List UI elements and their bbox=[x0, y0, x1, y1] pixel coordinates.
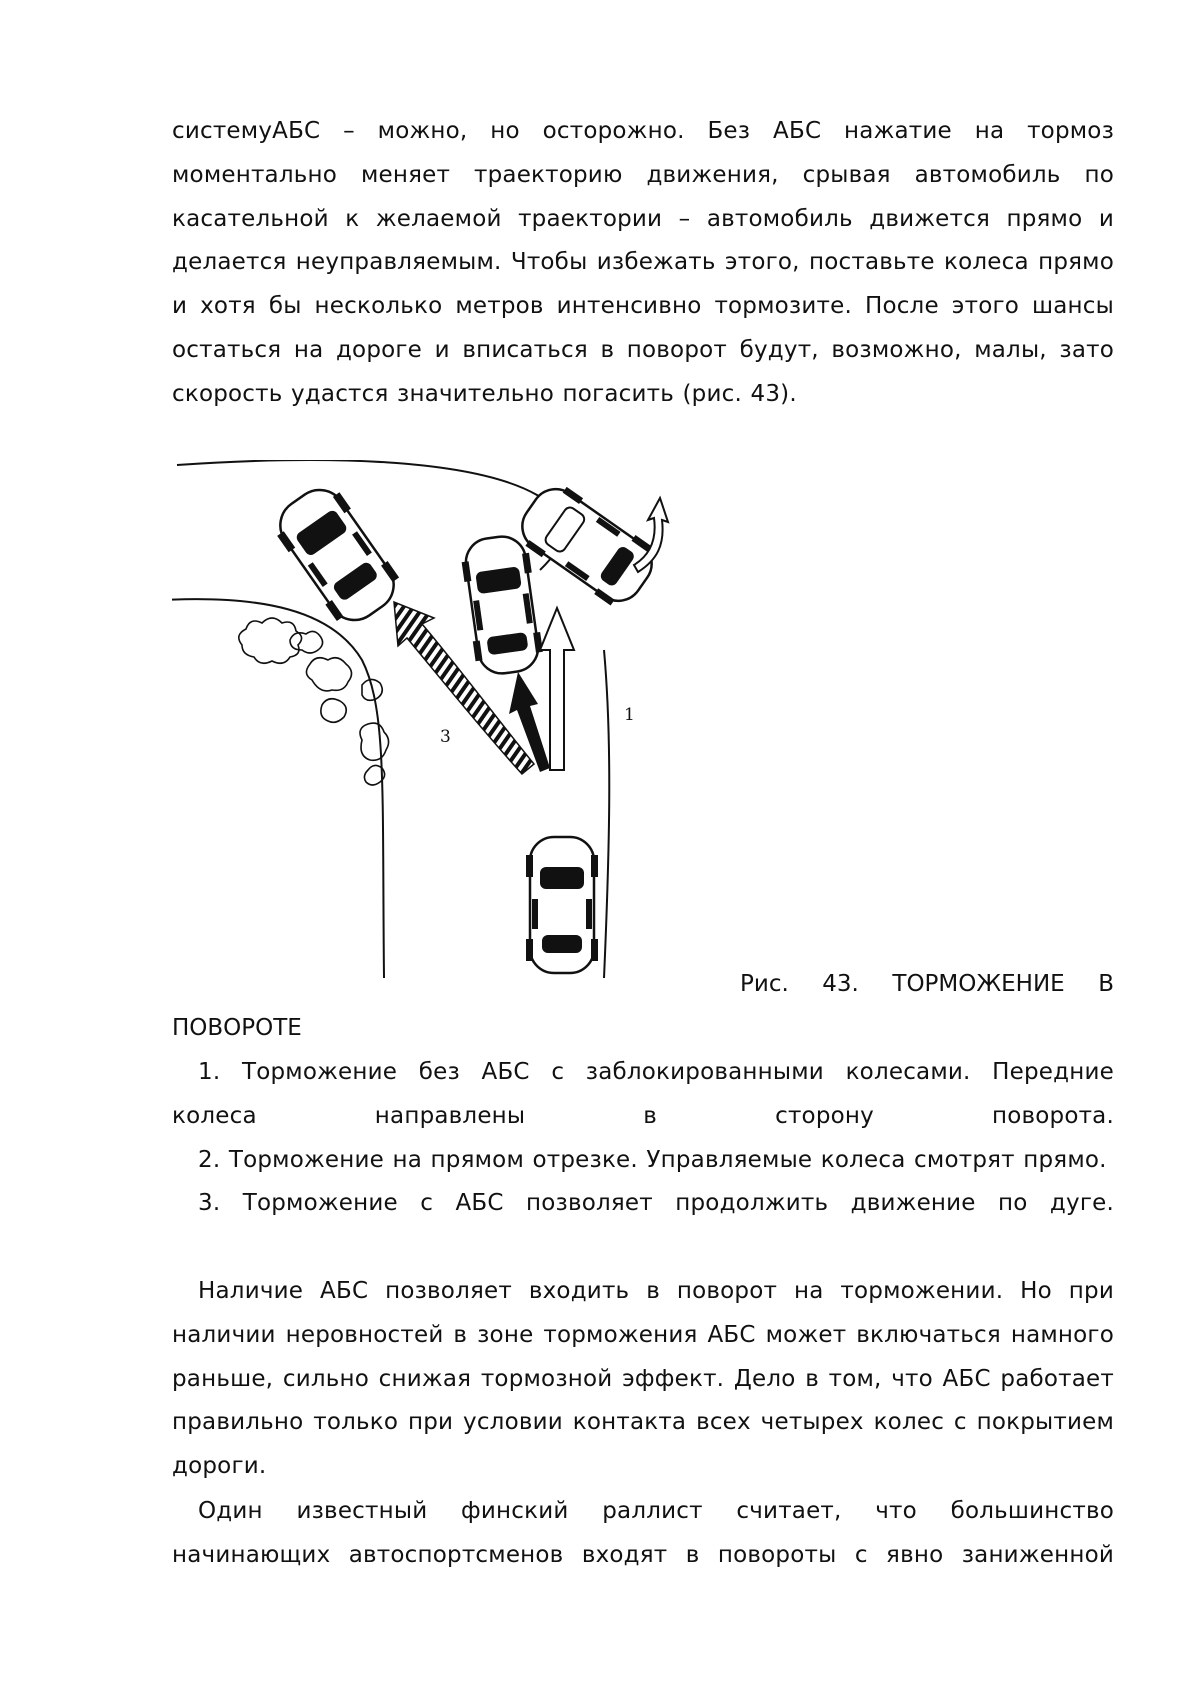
arrow-1 bbox=[540, 608, 574, 770]
braking-in-turn-illustration bbox=[172, 460, 732, 1000]
car-middle bbox=[459, 533, 545, 677]
list-item: 1. Торможение без АБС с заблокированными колесами. Передние колеса направлены в сторону поворота. bbox=[172, 1059, 1114, 1129]
car-bottom bbox=[526, 837, 598, 973]
label-2: 2 bbox=[524, 715, 535, 735]
road-inner-edge bbox=[172, 599, 384, 978]
list-item: 2. Торможение на прямом отрезке. Управляемые колеса смотрят прямо. bbox=[198, 1146, 1107, 1173]
offroad-arrow bbox=[634, 498, 668, 572]
label-1: 1 bbox=[624, 705, 635, 725]
car-top-right bbox=[511, 477, 664, 614]
paragraph-text: системуАБС – можно, но осторожно. Без АБС нажатие на тормоз моментально меняет траекторию движения, срывая автомобиль по касательной к желаемой траектории – автомобиль движется прямо и делается неуправляемым. Чтобы избежать этого, поставьте колеса прямо и хотя бы несколько метров интенсивно тормозите. После этого шансы остаться на дороге и вписаться в поворот будут, возможно, малы, зато скорость удастся значительно погасить (рис. 43). bbox=[172, 118, 1114, 407]
body-paragraph-1 bbox=[172, 110, 1114, 417]
paragraph-text: Наличие АБС позволяет входить в поворот на торможении. Но при наличии неровностей в зоне торможения АБС может включаться намного раньше, сильно снижая тормозной эффект. Дело в том, что АБС работает правильно только при условии контакта всех четырех колес с покрытием дороги. bbox=[172, 1278, 1114, 1480]
body-paragraph-3 bbox=[172, 1270, 1114, 1489]
road-right-edge bbox=[604, 650, 609, 978]
bushes bbox=[239, 618, 389, 785]
figure-caption-line-1: Рис. 43. ТОРМОЖЕНИЕ В bbox=[740, 971, 1114, 997]
paragraph-text: Один известный финский раллист считает, что большинство начинающих автоспортсменов входят в повороты с явно заниженной bbox=[172, 1498, 1114, 1568]
figure-caption-line-2: ПОВОРОТЕ bbox=[172, 1015, 302, 1041]
label-3: 3 bbox=[440, 727, 451, 747]
caption-list bbox=[172, 1051, 1114, 1226]
list-item: 3. Торможение с АБС позволяет продолжить движение по дуге. bbox=[198, 1190, 1114, 1217]
body-paragraph-4 bbox=[172, 1490, 1114, 1578]
